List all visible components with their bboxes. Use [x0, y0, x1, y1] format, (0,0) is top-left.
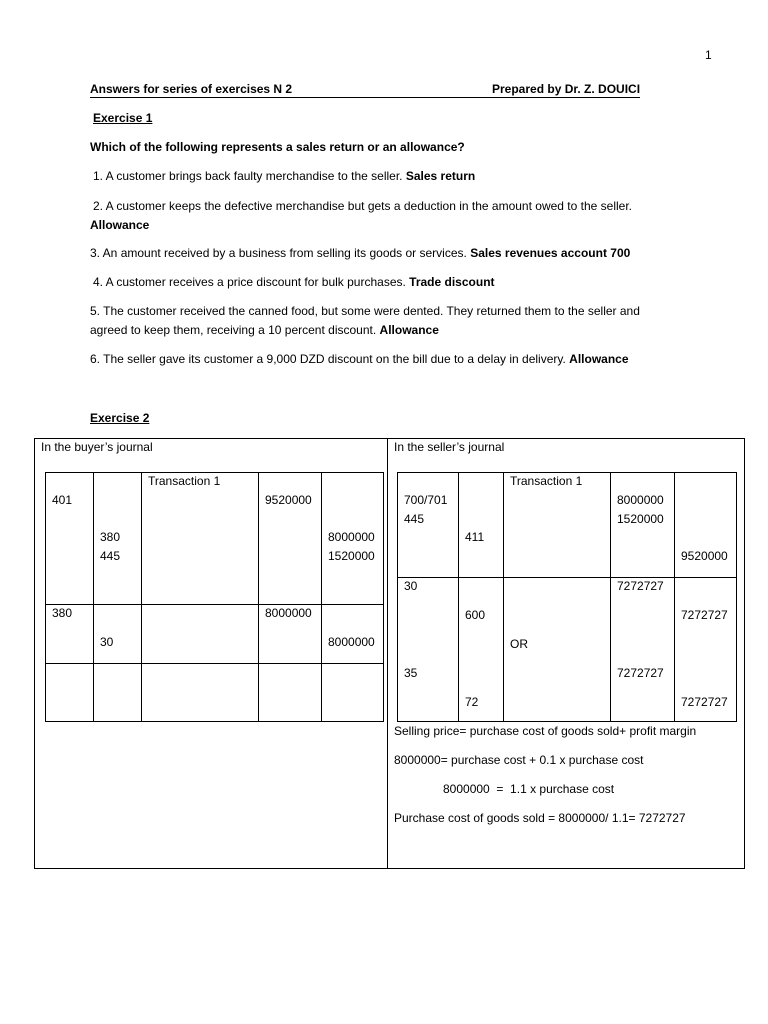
exercise-item	[90, 245, 630, 261]
exercise-1-question: Which of the following represents a sales return or an allowance?	[90, 140, 465, 154]
amount: 8000000	[617, 493, 664, 507]
account-number: 445	[404, 512, 425, 526]
amount: 8000000	[328, 635, 375, 649]
note-line: Selling price= purchase cost of goods sold+ profit margin	[394, 724, 697, 738]
journal-cell	[259, 605, 322, 664]
journal-cell	[142, 664, 259, 722]
journal-cell	[675, 578, 737, 722]
item-text: 5. The customer received the canned food, but some were dented. They returned them to the seller and	[90, 304, 640, 318]
account-number: 30	[404, 579, 418, 593]
amount: 7272727	[617, 666, 664, 680]
note-line: Purchase cost of goods sold = 8000000/ 1.1= 7272727	[394, 811, 686, 825]
account-number: 380	[52, 606, 73, 620]
exercise-item	[93, 168, 475, 184]
account-number: 30	[100, 635, 114, 649]
page-number: 1	[705, 48, 712, 62]
item-answer: Trade discount	[409, 275, 495, 289]
item-text: agreed to keep them, receiving a 10 percent discount.	[90, 323, 377, 337]
journal-cell	[504, 578, 611, 722]
item-text: 1. A customer brings back faulty merchandise to the seller.	[93, 169, 403, 183]
journal-comparison-table	[34, 438, 745, 869]
buyer-journal-caption: In the buyer’s journal	[41, 440, 153, 454]
amount: 1520000	[328, 549, 375, 563]
item-text: 3. An amount received by a business from selling its goods or services.	[90, 246, 467, 260]
account-number: 35	[404, 666, 418, 680]
journal-cell	[322, 473, 384, 605]
item-answer: Sales revenues account 700	[470, 246, 631, 260]
account-number: 72	[465, 695, 479, 709]
account-number: 380	[100, 530, 121, 544]
account-number: 401	[52, 493, 73, 507]
journal-cell	[322, 605, 384, 664]
item-text: 2. A customer keeps the defective merchandise but gets a deduction in the amount owed to the seller.	[93, 199, 632, 213]
seller-journal-table	[397, 472, 737, 722]
seller-journal-cell	[388, 439, 744, 868]
journal-cell	[398, 473, 459, 578]
amount: 1520000	[617, 512, 664, 526]
journal-cell	[259, 664, 322, 722]
journal-cell	[459, 578, 504, 722]
exercise-2-heading: Exercise 2	[90, 411, 150, 425]
journal-cell	[46, 473, 94, 605]
item-text: 4. A customer receives a price discount for bulk purchases.	[93, 275, 406, 289]
journal-cell	[504, 473, 611, 578]
journal-cell	[459, 473, 504, 578]
item-answer: Allowance	[379, 323, 439, 337]
journal-cell	[94, 605, 142, 664]
note-line: 8000000 = 1.1 x purchase cost	[443, 782, 615, 796]
seller-journal-caption: In the seller’s journal	[394, 440, 505, 454]
document-author: Prepared by Dr. Z. DOUICI	[492, 82, 641, 96]
journal-cell	[611, 473, 675, 578]
amount: 7272727	[617, 579, 664, 593]
account-number: 411	[465, 530, 485, 544]
buyer-journal-cell	[35, 439, 388, 868]
journal-cell	[46, 664, 94, 722]
transaction-label: Transaction 1	[510, 474, 583, 488]
journal-cell	[142, 473, 259, 605]
amount: 8000000	[328, 530, 375, 544]
journal-cell	[322, 664, 384, 722]
amount: 8000000	[265, 606, 312, 620]
item-continuation	[90, 322, 640, 338]
alternative-label: OR	[510, 637, 528, 651]
journal-cell	[142, 605, 259, 664]
exercise-item	[93, 274, 495, 290]
exercise-1-heading: Exercise 1	[93, 111, 153, 125]
amount: 7272727	[681, 608, 728, 622]
journal-cell	[46, 605, 94, 664]
note-line: 8000000= purchase cost + 0.1 x purchase cost	[394, 753, 644, 767]
account-number: 700/701	[404, 493, 448, 507]
amount: 7272727	[681, 695, 728, 709]
document-header	[90, 81, 640, 98]
item-answer: Allowance	[569, 352, 629, 366]
exercise-item	[90, 351, 629, 367]
amount: 9520000	[681, 549, 728, 563]
item-answer: Sales return	[405, 169, 476, 183]
journal-cell	[94, 664, 142, 722]
item-answer: Allowance	[90, 218, 150, 232]
account-number: 445	[100, 549, 121, 563]
journal-cell	[259, 473, 322, 605]
journal-cell	[611, 578, 675, 722]
document-title: Answers for series of exercises N 2	[90, 82, 293, 96]
journal-cell	[398, 578, 459, 722]
journal-cell	[94, 473, 142, 605]
exercise-item	[90, 198, 632, 233]
amount: 9520000	[265, 493, 312, 507]
transaction-label: Transaction 1	[148, 474, 221, 488]
buyer-journal-table	[45, 472, 384, 722]
exercise-item	[90, 303, 640, 338]
item-text: 6. The seller gave its customer a 9,000 DZD discount on the bill due to a delay in delivery.	[90, 352, 566, 366]
journal-cell	[675, 473, 737, 578]
account-number: 600	[465, 608, 486, 622]
